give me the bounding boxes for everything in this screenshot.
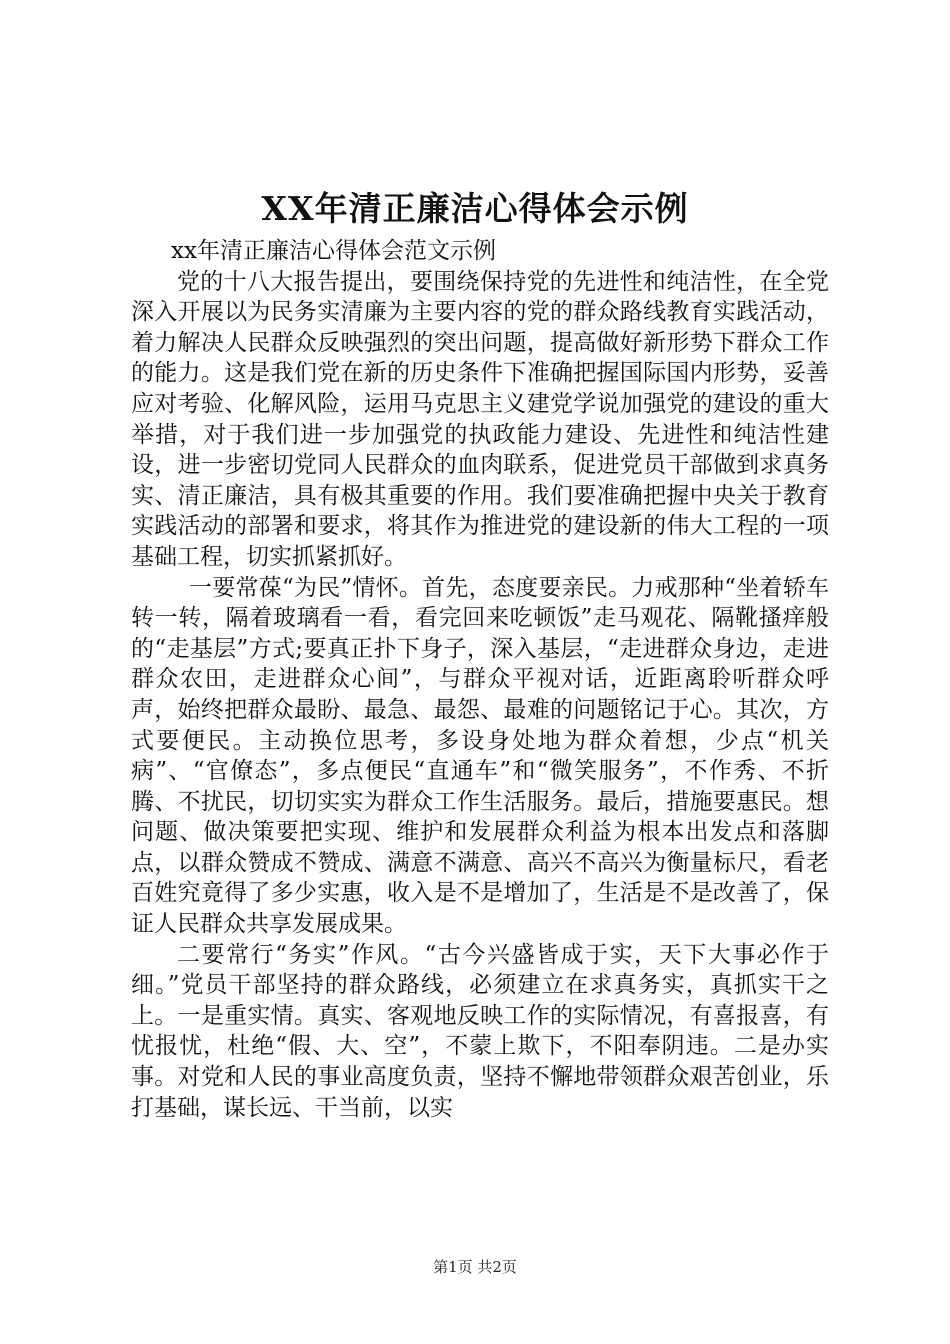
paragraph-point-one: 一要常葆“为民”情怀。首先，态度要亲民。力戒那种“坐着轿车转一转，隔着玻璃看一看，看完回来吃顿饭”走马观花、隔靴搔痒般的“走基层”方式;要真正扑下身子，深入基层，“走进群众身边，走进群众农田，走进群众心间”，与群众平视对话，近距离聆听群众呼声，始终把群众最盼、最急、最怨、最难的问题铭记于心。其次，方式要便民。主动换位思考，多设身处地为群众着想，少点“机关病”、“官僚态”，多点便民“直通车”和“微笑服务”，不作秀、不折腾、不扰民，切切实实为群众工作生活服务。最后，措施要惠民。想问题、做决策要把实现、维护和发展群众利益为根本出发点和落脚点，以群众赞成不赞成、满意不满意、高兴不高兴为衡量标尺，看老百姓究竟得了多少实惠，收入是不是增加了，生活是不是改善了，保证人民群众共享发展成果。 [131,574,829,938]
document-body [131,236,829,1123]
paragraph-intro: 党的十八大报告提出，要围绕保持党的先进性和纯洁性，在全党深入开展以为民务实清廉为主要内容的党的群众路线教育实践活动，着力解决人民群众反映强烈的突出问题，提高做好新形势下群众工作的能力。这是我们党在新的历史条件下准确把握国际国内形势，妥善应对考验、化解风险，运用马克思主义建党学说加强党的建设的重大举措，对于我们进一步加强党的执政能力建设、先进性和纯洁性建设，进一步密切党同人民群众的血肉联系，促进党员干部做到求真务实、清正廉洁，具有极其重要的作用。我们要准确把握中央关于教育实践活动的部署和要求，将其作为推进党的建设新的伟大工程的一项基础工程，切实抓紧抓好。 [131,268,829,570]
paragraph-point-two: 二要常行“务实”作风。“古今兴盛皆成于实，天下大事必作于细。”党员干部坚持的群众路线，必须建立在求真务实，真抓实干之上。一是重实情。真实、客观地反映工作的实际情况，有喜报喜，有忧报忧，杜绝“假、大、空”，不蒙上欺下，不阳奉阴违。二是办实事。对党和人民的事业高度负责，坚持不懈地带领群众艰苦创业，乐打基础，谋长远、干当前，以实 [131,941,829,1121]
document-title: XX年清正廉洁心得体会示例 [261,189,689,228]
document-subtitle: xx年清正廉洁心得体会范文示例 [171,238,496,264]
page-number: 第1页 共2页 [433,1258,517,1276]
